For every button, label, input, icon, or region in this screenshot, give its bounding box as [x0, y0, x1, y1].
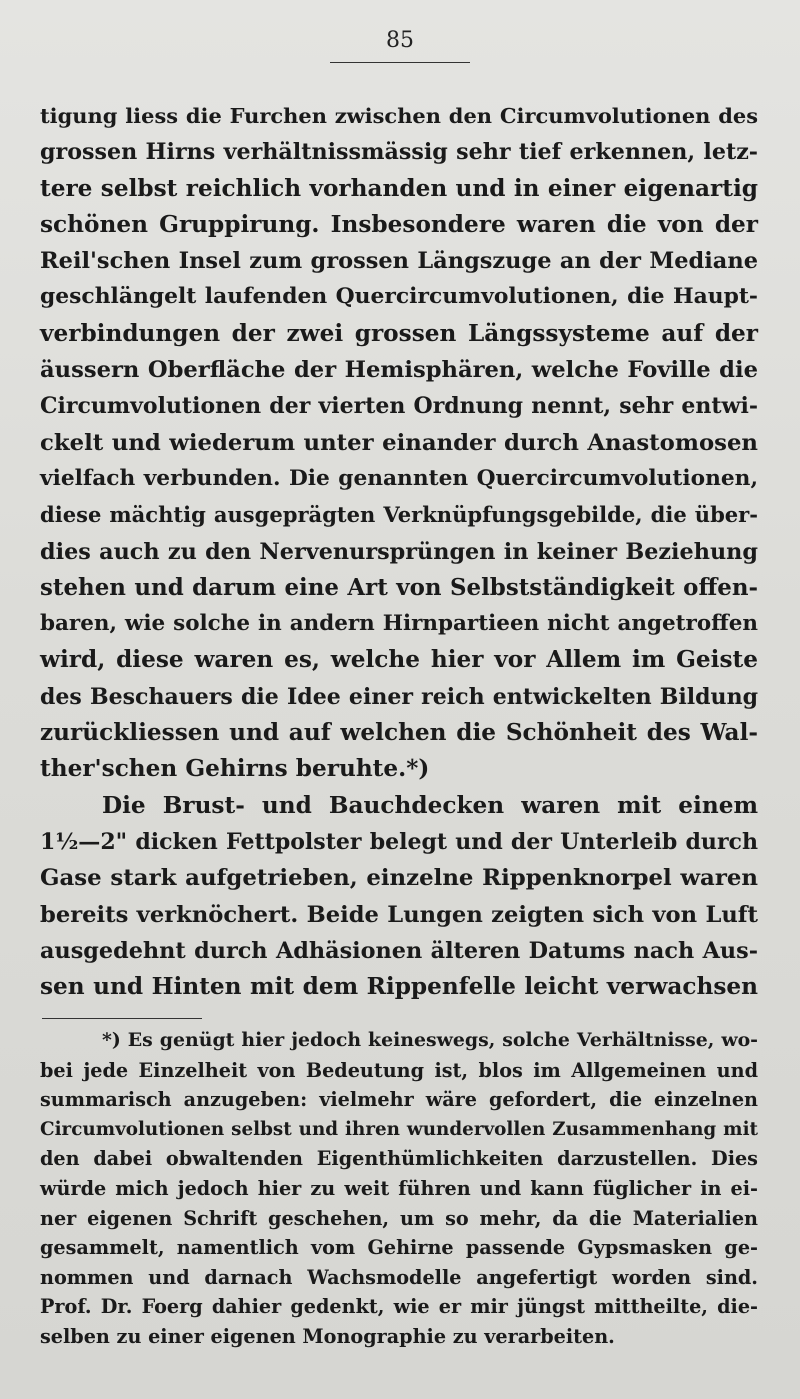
main-text — [40, 98, 758, 1005]
footnote — [40, 1026, 758, 1352]
text-line: vielfach verbunden. Die genannten Quercircumvolutionen, — [40, 465, 758, 491]
footnote-line: würde mich jedoch hier zu weit führen und kann füglicher in ei- — [40, 1176, 758, 1200]
text-line: verbindungen der zwei grossen Längssysteme auf der — [40, 319, 758, 347]
text-line: Circumvolutionen der vierten Ordnung nennt, sehr entwi- — [40, 393, 758, 420]
text-line: bereits verknöchert. Beide Lungen zeigten sich von Luft — [40, 901, 758, 928]
text-line: tigung liess die Furchen zwischen den Circumvolutionen des — [40, 103, 758, 128]
footnote-line: ner eigenen Schrift geschehen, um so mehr, da die Materialien — [40, 1206, 758, 1230]
footnote-line: bei jede Einzelheit von Bedeutung ist, blos im Allgemeinen und — [40, 1058, 758, 1082]
text-line: baren, wie solche in andern Hirnpartieen nicht angetroffen — [40, 611, 758, 637]
footnote-line: *) Es genügt hier jedoch keineswegs, solche Verhältnisse, wo- — [102, 1029, 758, 1051]
text-line: 1½—2" dicken Fettpolster belegt und der Unterleib durch — [40, 828, 758, 855]
footnote-line: gesammelt, namentlich vom Gehirne passende Gypsmasken ge- — [40, 1236, 758, 1260]
text-line: Gase stark aufgetrieben, einzelne Rippenknorpel waren — [40, 865, 758, 892]
text-line: ausgedehnt durch Adhäsionen älteren Datums nach Aus- — [40, 937, 758, 964]
footnote-line: Circumvolutionen selbst und ihren wundervollen Zusammenhang mit — [40, 1118, 758, 1140]
footnote-line: nommen und darnach Wachsmodelle angefertigt worden sind. — [40, 1265, 758, 1289]
header-rule — [330, 62, 470, 63]
text-line: dies auch zu den Nervenursprüngen in keiner Beziehung — [40, 538, 758, 565]
text-line: Die Brust- und Bauchdecken waren mit einem — [102, 791, 758, 819]
text-line: Reil'schen Insel zum grossen Längszuge an der Mediane — [40, 248, 758, 275]
text-line: grossen Hirns verhältnissmässig sehr tief erkennen, letz- — [40, 139, 758, 166]
footnote-line: den dabei obwaltenden Eigenthümlichkeiten darzustellen. Dies — [40, 1147, 758, 1171]
text-line: diese mächtig ausgeprägten Verknüpfungsgebilde, die über- — [40, 502, 758, 528]
text-line: wird, diese waren es, welche hier vor Allem im Geiste — [40, 646, 758, 674]
text-line: tere selbst reichlich vorhanden und in einer eigenartig — [40, 174, 758, 202]
footnote-rule — [42, 1018, 202, 1019]
text-line: ckelt und wiederum unter einander durch Anastomosen — [40, 429, 758, 456]
text-line: zurückliessen und auf welchen die Schönheit des Wal- — [40, 719, 758, 747]
footnote-line: selben zu einer eigenen Monographie zu verarbeiten. — [40, 1324, 615, 1348]
text-line: schönen Gruppirung. Insbesondere waren die von der — [40, 210, 758, 238]
footnote-line: summarisch anzugeben: vielmehr wäre gefordert, die einzelnen — [40, 1088, 758, 1112]
footnote-line: Prof. Dr. Foerg dahier gedenkt, wie er mir jüngst mittheilte, die- — [40, 1295, 758, 1319]
text-line: sen und Hinten mit dem Rippenfelle leicht verwachsen — [40, 973, 758, 1001]
text-line: geschlängelt laufenden Quercircumvolutionen, die Haupt- — [40, 284, 758, 310]
text-line: äussern Oberfläche der Hemisphären, welche Foville die — [40, 357, 758, 384]
text-line: des Beschauers die Idee einer reich entwickelten Bildung — [40, 683, 758, 710]
page-number: 85 — [386, 28, 414, 53]
text-line: stehen und darum eine Art von Selbstständigkeit offen- — [40, 573, 758, 601]
text-line: ther'schen Gehirns beruhte.*) — [40, 755, 430, 783]
